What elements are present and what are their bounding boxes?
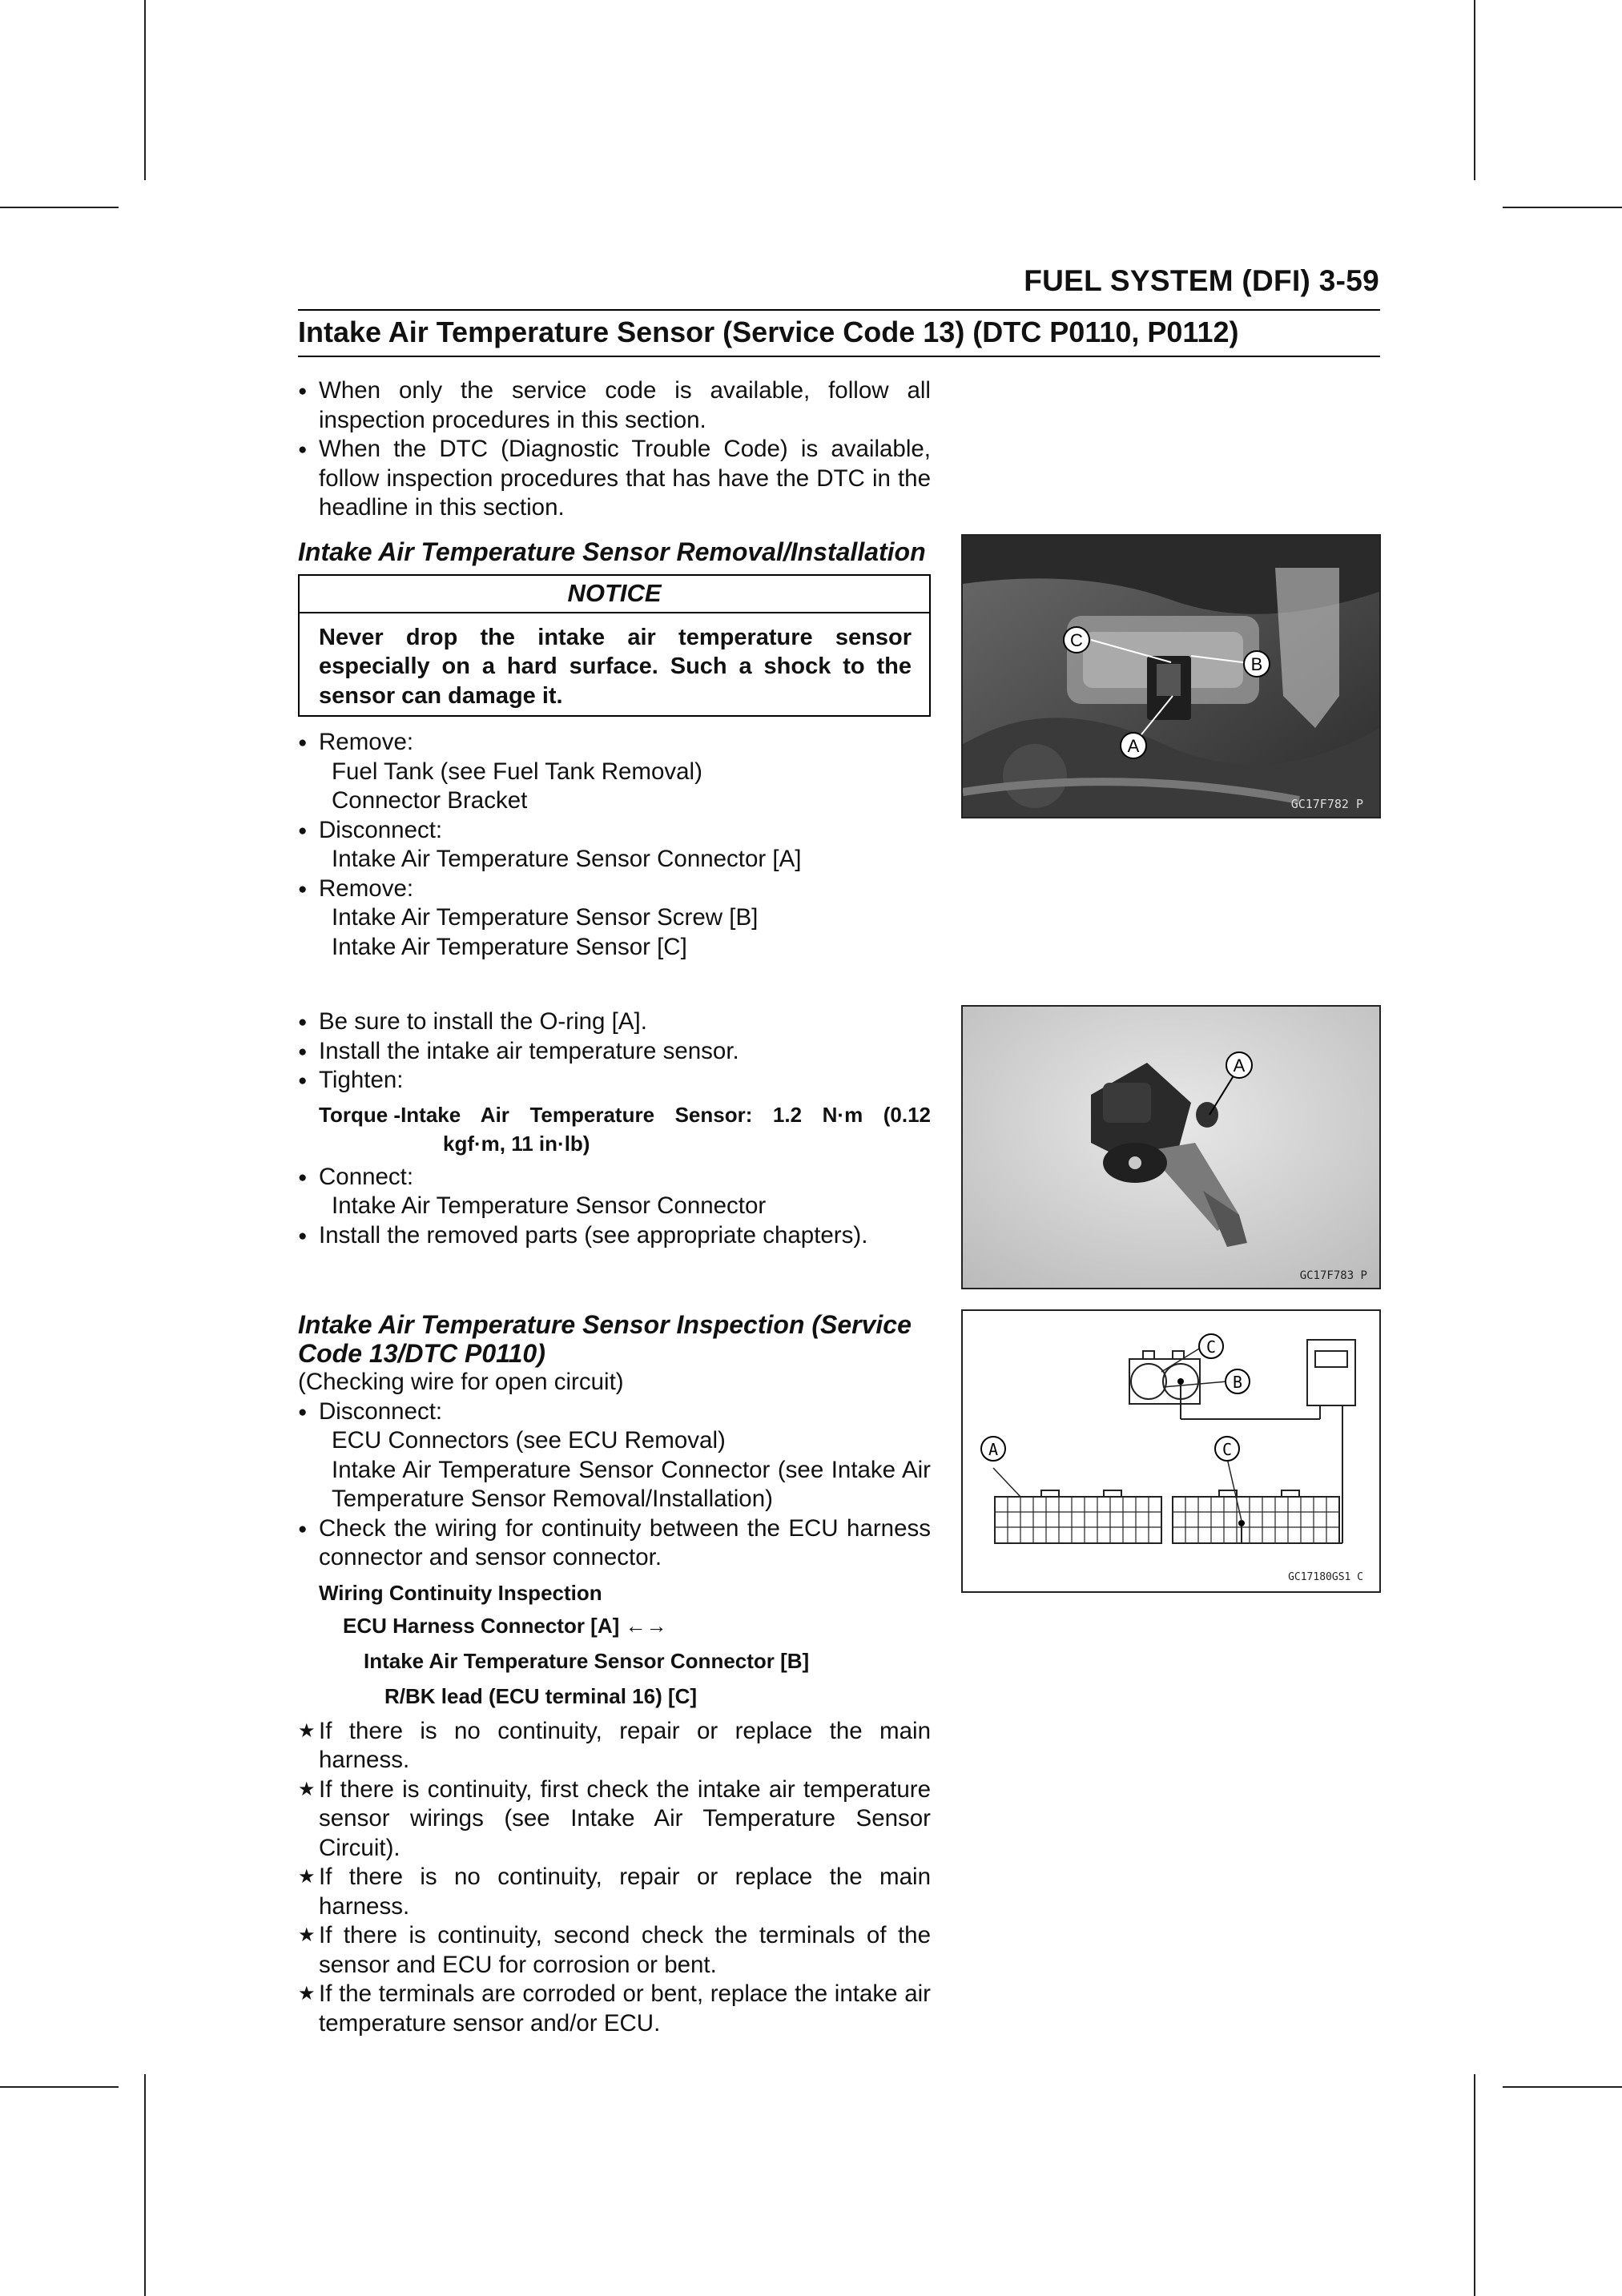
step-item: Connector Bracket bbox=[332, 787, 528, 814]
label-c-marker bbox=[1064, 627, 1089, 653]
intro-list bbox=[298, 376, 931, 523]
notice-text: Never drop the intake air temperature sensor especially on a hard surface. Such a shock to the sensor can damage it. bbox=[319, 624, 912, 709]
crop-mark bbox=[1474, 0, 1475, 180]
figure-code: GC17F782 P bbox=[1290, 797, 1363, 811]
result-item: ★ If the terminals are corroded or bent, replace the intake air temperature sensor and/or ECU. bbox=[298, 1980, 931, 2038]
disconnect-label: ● Disconnect: bbox=[298, 1397, 931, 1427]
label-a: A bbox=[988, 1440, 999, 1459]
crop-mark bbox=[144, 0, 146, 180]
step-label: ● Remove: bbox=[298, 728, 931, 758]
intro-item: ● When the DTC (Diagnostic Trouble Code) is available, follow inspection procedures that has have the DTC in the headline in this section. bbox=[298, 435, 931, 523]
crop-mark bbox=[1474, 2074, 1475, 2296]
removal-section bbox=[298, 537, 931, 962]
result-item: ★ If there is no continuity, repair or replace the main harness. bbox=[298, 1863, 931, 1921]
wiring-continuity bbox=[298, 1578, 931, 1714]
install-item: ● Be sure to install the O-ring [A]. bbox=[298, 1007, 931, 1037]
final-step: ● Install the removed parts (see appropriate chapters). bbox=[298, 1221, 931, 1251]
step-label: ● Disconnect: bbox=[298, 816, 931, 846]
label-c-marker bbox=[1215, 1437, 1239, 1461]
sensor-drawing bbox=[963, 1007, 1379, 1288]
label-c: C bbox=[1205, 1337, 1217, 1357]
label-c-marker bbox=[1199, 1334, 1223, 1358]
label-b: B bbox=[1232, 1373, 1243, 1392]
crop-mark bbox=[0, 207, 119, 208]
label-b-marker bbox=[1226, 1369, 1250, 1393]
label-b-marker bbox=[1244, 651, 1270, 677]
figure-sensor-photo bbox=[961, 1005, 1381, 1289]
installation-section bbox=[298, 1007, 931, 1250]
crop-mark bbox=[1503, 207, 1622, 208]
crop-mark bbox=[144, 2074, 146, 2296]
label-c: C bbox=[1222, 1440, 1233, 1459]
sensor-location-drawing bbox=[963, 536, 1379, 817]
header-rule bbox=[298, 309, 1380, 311]
connect-label: ● Connect: bbox=[298, 1163, 931, 1192]
notice-title: NOTICE bbox=[300, 576, 929, 613]
inspection-section bbox=[298, 1310, 931, 2038]
result-item: ★ If there is continuity, second check the terminals of the sensor and ECU for corrosion or bent. bbox=[298, 1921, 931, 1980]
wci-line3: R/BK lead (ECU terminal 16) [C] bbox=[384, 1683, 698, 1708]
inspection-heading: Intake Air Temperature Sensor Inspection (Service Code 13/DTC P0110) bbox=[298, 1310, 912, 1368]
label-b: B bbox=[1250, 654, 1263, 674]
disconnect-item: ECU Connectors (see ECU Removal) bbox=[332, 1427, 726, 1454]
label-a-marker bbox=[1121, 733, 1146, 758]
torque-value-cont: kgf·m, 11 in·lb) bbox=[443, 1131, 590, 1156]
install-item: ● Tighten: bbox=[298, 1066, 931, 1096]
torque-label: Torque - bbox=[319, 1102, 401, 1127]
label-a-marker bbox=[1226, 1052, 1252, 1078]
wiring-diagram-drawing bbox=[963, 1311, 1379, 1591]
section-rule bbox=[298, 356, 1380, 357]
step-item: Fuel Tank (see Fuel Tank Removal) bbox=[332, 758, 702, 785]
crop-mark bbox=[1503, 2086, 1622, 2088]
removal-heading: Intake Air Temperature Sensor Removal/Installation bbox=[298, 537, 926, 566]
step-item: Intake Air Temperature Sensor [C] bbox=[332, 933, 687, 960]
figure-sensor-location-photo bbox=[961, 534, 1381, 818]
disconnect-item: Intake Air Temperature Sensor Connector (see Intake Air Temperature Sensor Removal/Installation) bbox=[332, 1456, 931, 1512]
wci-line2: Intake Air Temperature Sensor Connector [B] bbox=[364, 1648, 810, 1673]
intro-item: ● When only the service code is available, follow all inspection procedures in this section. bbox=[298, 376, 931, 435]
result-item: ★ If there is continuity, first check the intake air temperature sensor wirings (see Intake Air Temperature Sensor Circuit). bbox=[298, 1775, 931, 1864]
connect-item: Intake Air Temperature Sensor Connector bbox=[332, 1192, 767, 1219]
torque-spec bbox=[298, 1100, 931, 1158]
crop-mark bbox=[0, 2086, 119, 2088]
step-item: Intake Air Temperature Sensor Screw [B] bbox=[332, 904, 759, 931]
ecu-pin-grid bbox=[995, 1497, 1339, 1543]
running-title: FUEL SYSTEM (DFI) 3-59 bbox=[1024, 264, 1379, 297]
step-item: Intake Air Temperature Sensor Connector [A] bbox=[332, 846, 802, 872]
inspection-subheading: (Checking wire for open circuit) bbox=[298, 1369, 624, 1395]
wci-line1: ECU Harness Connector [A] ←→ bbox=[343, 1613, 667, 1638]
figure-wiring-diagram bbox=[961, 1309, 1381, 1593]
figure-code: GC17180GS1 C bbox=[1288, 1571, 1363, 1583]
label-a: A bbox=[1233, 1056, 1246, 1076]
result-item: ★ If there is no continuity, repair or replace the main harness. bbox=[298, 1717, 931, 1775]
wci-title: Wiring Continuity Inspection bbox=[319, 1580, 602, 1605]
section-title: Intake Air Temperature Sensor (Service Code 13) (DTC P0110, P0112) bbox=[298, 316, 1239, 348]
notice-box bbox=[298, 574, 931, 717]
install-item: ● Install the intake air temperature sensor. bbox=[298, 1037, 931, 1067]
check-step: ● Check the wiring for continuity between the ECU harness connector and sensor connector. bbox=[298, 1514, 931, 1573]
label-a: A bbox=[1127, 736, 1140, 756]
step-label: ● Remove: bbox=[298, 875, 931, 904]
label-a-marker bbox=[981, 1437, 1005, 1461]
figure-code: GC17F783 P bbox=[1299, 1269, 1367, 1282]
label-c: C bbox=[1070, 630, 1083, 650]
torque-value: Intake Air Temperature Sensor: 1.2 N·m (0.12 bbox=[400, 1102, 931, 1127]
